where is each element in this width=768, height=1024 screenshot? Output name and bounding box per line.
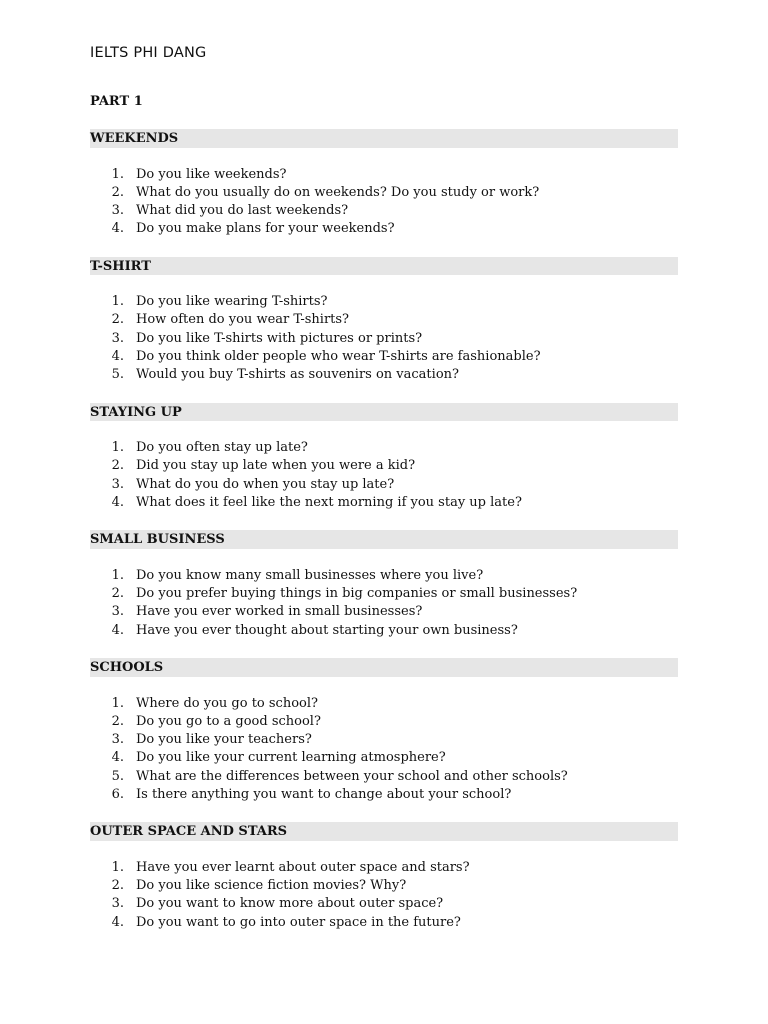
question-text: Do you often stay up late?: [136, 440, 308, 456]
question-number: 2.: [111, 184, 124, 200]
section-heading: OUTER SPACE AND STARS: [90, 822, 678, 841]
question-text: Do you go to a good school?: [136, 713, 321, 729]
question-section: [90, 129, 678, 239]
question-item: [90, 166, 678, 184]
question-number: 1.: [111, 166, 124, 182]
section-heading: T-SHIRT: [90, 257, 678, 276]
question-item: [90, 476, 678, 494]
question-number: 1.: [111, 567, 124, 583]
question-text: What does it feel like the next morning if you stay up late?: [136, 495, 522, 511]
question-number: 1.: [111, 859, 124, 875]
question-text: How often do you wear T-shirts?: [136, 312, 350, 328]
question-text: Do you like weekends?: [136, 166, 287, 182]
question-list: [90, 567, 678, 640]
question-number: 3.: [111, 896, 124, 912]
question-number: 5.: [111, 367, 124, 383]
question-item: [90, 293, 678, 311]
question-text: Do you like T-shirts with pictures or prints?: [136, 330, 423, 346]
question-item: [90, 786, 678, 804]
question-item: [90, 457, 678, 475]
part-title: PART 1: [90, 94, 143, 109]
question-number: 4.: [111, 750, 124, 766]
question-item: [90, 749, 678, 767]
question-list: [90, 439, 678, 512]
question-item: [90, 366, 678, 384]
question-section: [90, 658, 678, 804]
section-heading: WEEKENDS: [90, 129, 678, 148]
question-number: 3.: [111, 604, 124, 620]
question-text: What did you do last weekends?: [136, 203, 349, 219]
question-text: Do you think older people who wear T-shirts are fashionable?: [136, 349, 541, 365]
question-number: 3.: [111, 732, 124, 748]
question-item: [90, 713, 678, 731]
question-item: [90, 494, 678, 512]
question-number: 4.: [111, 622, 124, 638]
question-section: [90, 257, 678, 385]
question-number: 1.: [111, 294, 124, 310]
question-number: 5.: [111, 768, 124, 784]
question-item: [90, 914, 678, 932]
question-number: 3.: [111, 203, 124, 219]
question-item: [90, 603, 678, 621]
question-item: [90, 768, 678, 786]
question-text: Have you ever thought about starting your own business?: [136, 622, 518, 638]
question-item: [90, 877, 678, 895]
question-number: 4.: [111, 349, 124, 365]
question-text: Would you buy T-shirts as souvenirs on vacation?: [136, 367, 459, 383]
section-heading: STAYING UP: [90, 403, 678, 422]
question-item: [90, 348, 678, 366]
document-header: IELTS PHI DANG: [90, 45, 207, 61]
question-number: 6.: [111, 787, 124, 803]
question-list: [90, 166, 678, 239]
question-text: Is there anything you want to change about your school?: [136, 787, 512, 803]
question-number: 2.: [111, 586, 124, 602]
section-heading: SCHOOLS: [90, 658, 678, 677]
question-item: [90, 184, 678, 202]
question-text: Have you ever worked in small businesses?: [136, 604, 423, 620]
question-number: 2.: [111, 458, 124, 474]
question-list: [90, 293, 678, 384]
question-text: Do you like science fiction movies? Why?: [136, 878, 407, 894]
question-item: [90, 330, 678, 348]
question-item: [90, 622, 678, 640]
question-item: [90, 567, 678, 585]
question-section: [90, 403, 678, 513]
question-text: Do you want to go into outer space in the future?: [136, 914, 461, 930]
question-item: [90, 895, 678, 913]
question-list: [90, 859, 678, 932]
question-number: 2.: [111, 713, 124, 729]
question-text: Do you know many small businesses where you live?: [136, 567, 484, 583]
question-number: 3.: [111, 476, 124, 492]
question-number: 4.: [111, 914, 124, 930]
question-number: 4.: [111, 221, 124, 237]
question-item: [90, 859, 678, 877]
question-item: [90, 311, 678, 329]
question-number: 4.: [111, 495, 124, 511]
question-text: Have you ever learnt about outer space and stars?: [136, 859, 470, 875]
question-item: [90, 202, 678, 220]
question-text: Where do you go to school?: [136, 695, 318, 711]
question-text: What do you usually do on weekends? Do you study or work?: [136, 184, 540, 200]
question-text: Do you make plans for your weekends?: [136, 221, 395, 237]
question-section: [90, 530, 678, 640]
question-number: 3.: [111, 330, 124, 346]
question-item: [90, 220, 678, 238]
question-text: What are the differences between your school and other schools?: [136, 768, 568, 784]
question-item: [90, 585, 678, 603]
question-sections: [90, 129, 678, 950]
question-text: What do you do when you stay up late?: [136, 476, 395, 492]
question-item: [90, 695, 678, 713]
question-number: 2.: [111, 312, 124, 328]
question-text: Do you prefer buying things in big companies or small businesses?: [136, 586, 578, 602]
question-item: [90, 439, 678, 457]
question-number: 2.: [111, 878, 124, 894]
question-section: [90, 822, 678, 932]
question-text: Did you stay up late when you were a kid?: [136, 458, 416, 474]
question-text: Do you want to know more about outer space?: [136, 896, 444, 912]
question-list: [90, 695, 678, 805]
question-text: Do you like wearing T-shirts?: [136, 294, 328, 310]
question-text: Do you like your current learning atmosphere?: [136, 750, 446, 766]
question-number: 1.: [111, 440, 124, 456]
question-text: Do you like your teachers?: [136, 732, 312, 748]
question-item: [90, 731, 678, 749]
section-heading: SMALL BUSINESS: [90, 530, 678, 549]
question-number: 1.: [111, 695, 124, 711]
